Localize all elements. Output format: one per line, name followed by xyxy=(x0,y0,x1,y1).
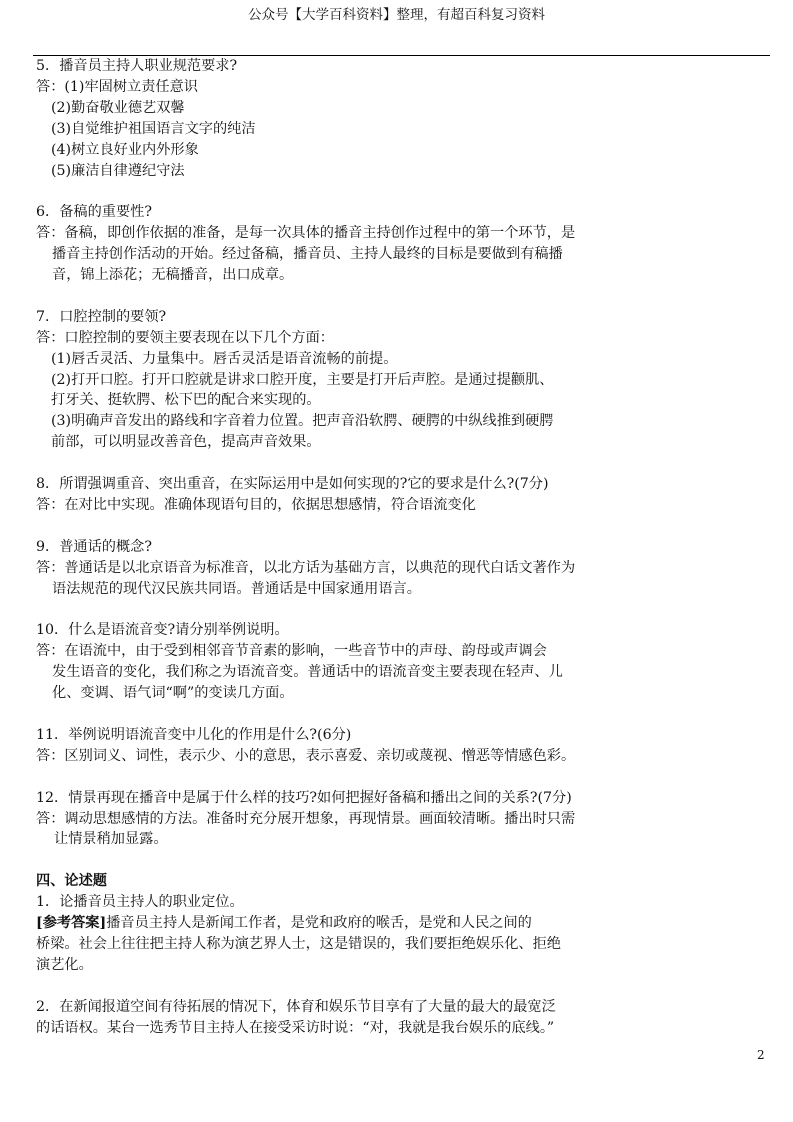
question-11: 11．举例说明语流音变中儿化的作用是什么?(6分) xyxy=(36,726,352,743)
essay-question-1: 1．论播音员主持人的职业定位。 xyxy=(36,894,244,911)
answer-6-line-1: 答：备稿，即创作依据的准备，是每一次具体的播音主持创作过程中的第一个环节，是 xyxy=(36,225,576,242)
answer-7-line-1: 答：口腔控制的要领主要表现在以下几个方面： xyxy=(36,329,334,346)
answer-9-line-2: 语法规范的现代汉民族共同语。普通话是中国家通用语言。 xyxy=(52,580,421,597)
answer-5-item-3: (3)自觉维护祖国语言文字的纯洁 xyxy=(51,120,256,137)
question-10: 10．什么是语流音变?请分别举例说明。 xyxy=(36,622,289,639)
spacer xyxy=(36,976,756,997)
answer-10-line-2: 发生语音的变化，我们称之为语流音变。普通话中的语流音变主要表现在轻声、儿 xyxy=(52,664,563,681)
answer-10-line-1: 答：在语流中，由于受到相邻音节音素的影响，一些音节中的声母、韵母或声调会 xyxy=(36,643,547,660)
answer-5-item-4: (4)树立良好业内外形象 xyxy=(51,141,199,158)
answer-12-line-1: 答：调动思想感情的方法。准备时充分展开想象，再现情景。画面较清晰。播出时只需 xyxy=(36,810,576,827)
answer-12-line-2: 让情景稍加显露。 xyxy=(54,831,168,848)
essay-answer-1-line-2: 桥梁。社会上往往把主持人称为演艺界人士，这是错误的，我们要拒绝娱乐化、拒绝 xyxy=(36,935,561,952)
question-7: 7．口腔控制的要领? xyxy=(36,308,167,325)
answer-10-line-3: 化、变调、语气词“啊”的变读几方面。 xyxy=(52,685,294,702)
answer-7-item-3-cont: 前部，可以明显改善音色，提高声音效果。 xyxy=(51,434,321,451)
section-4-title: 四、论述题 xyxy=(36,873,107,890)
answer-5-line-1: 答：(1)牢固树立责任意识 xyxy=(36,78,198,95)
essay-question-2-line-2: 的话语权。某台一选秀节目主持人在接受采访时说：“对，我就是我台娱乐的底线。” xyxy=(36,1019,555,1036)
answer-8: 答：在对比中实现。准确体现语句目的，依据思想感情，符合语流变化 xyxy=(36,496,476,513)
answer-7-item-2: (2)打开口腔。打开口腔就是讲求口腔开度，主要是打开后声腔。是通过提颧肌、 xyxy=(51,371,554,388)
page-header: 公众号【大学百科资料】整理，有超百科复习资料 xyxy=(248,7,545,23)
answer-9-line-1: 答：普通话是以北京语音为标准音，以北方话为基础方言，以典范的现代白话文著作为 xyxy=(36,559,576,576)
spacer xyxy=(36,286,756,307)
answer-7-item-3: (3)明确声音发出的路线和字音着力位置。把声音沿软腭、硬腭的中纵线推到硬腭 xyxy=(51,413,554,430)
reference-answer-label: [参考答案] xyxy=(36,915,107,932)
spacer xyxy=(36,767,756,788)
answer-7-item-1: (1)唇舌灵活、力量集中。唇舌灵活是语音流畅的前提。 xyxy=(51,350,398,367)
spacer xyxy=(36,704,756,725)
spacer xyxy=(36,181,756,202)
answer-7-item-2-cont: 打牙关、挺软腭、松下巴的配合来实现的。 xyxy=(51,392,321,409)
answer-6-line-2: 播音主持创作活动的开始。经过备稿，播音员、主持人最终的目标是要做到有稿播 xyxy=(52,246,563,263)
answer-5-item-2: (2)勤奋敬业德艺双馨 xyxy=(51,99,185,116)
page-number: 2 xyxy=(757,1048,765,1062)
spacer xyxy=(36,600,756,621)
question-12: 12．情景再现在播音中是属于什么样的技巧?如何把握好备稿和播出之间的关系?(7分) xyxy=(36,789,572,806)
question-8: 8．所谓强调重音、突出重音，在实际运用中是如何实现的?它的要求是什么?(7分) xyxy=(36,476,549,493)
spacer xyxy=(36,850,756,871)
spacer xyxy=(36,516,756,537)
answer-5-item-5: (5)廉洁自律遵纪守法 xyxy=(51,162,185,179)
question-5: 5．播音员主持人职业规范要求? xyxy=(36,58,238,74)
spacer xyxy=(36,453,756,474)
answer-6-line-3: 音，锦上添花；无稿播音，出口成章。 xyxy=(52,267,294,284)
essay-answer-1-line-1 xyxy=(36,913,756,934)
essay-answer-1-text: 播音员主持人是新闻工作者，是党和政府的喉舌，是党和人民之间的 xyxy=(106,915,532,932)
document-body xyxy=(36,56,756,1038)
answer-11: 答：区别词义、词性，表示少、小的意思，表示喜爱、亲切或蔑视、憎恶等情感色彩。 xyxy=(36,747,576,764)
essay-question-2-line-1: 2．在新闻报道空间有待拓展的情况下，体育和娱乐节目享有了大量的最大的最宽泛 xyxy=(36,998,556,1015)
essay-answer-1-line-3: 演艺化。 xyxy=(36,956,93,973)
question-6: 6．备稿的重要性? xyxy=(36,204,152,221)
question-9: 9．普通话的概念? xyxy=(36,538,152,555)
